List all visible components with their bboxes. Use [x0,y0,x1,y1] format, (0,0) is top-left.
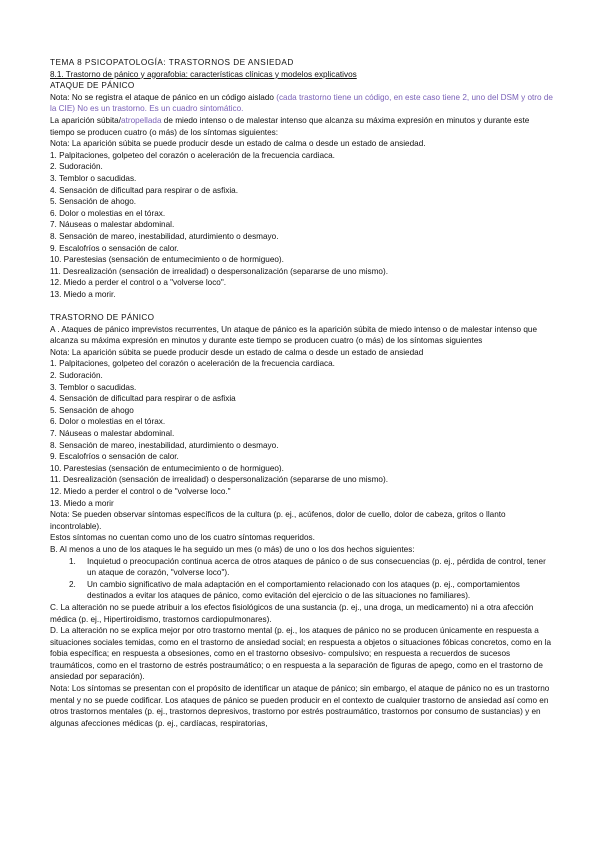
symptom-item: 6. Dolor o molestias en el tórax. [50,417,166,427]
criterion-c: C. La alteración no se puede atribuir a los efectos fisiológicos de una sustancia (p. ej., una droga, un medicamento) ni a otra afección médica (p. ej., Hipertiroidismo, trastornos cardiopulmonares). [50,602,534,624]
criterion-b-item [69,556,556,579]
criterion-b-item [69,579,556,602]
note-final: Nota: Los síntomas se presentan con el propósito de identificar un ataque de pánico; sin embargo, el ataque de pánico no es un trastorno mental y no se puede codificar. Los ataques de pánico se pueden producir en el contexto de cualquier trastorno de ansiedad así como en otros trastornos mentales (p. ej., trastornos depresivos, trastorno por estrés postraumático, trastornos por consumo de sustancias) y en algunas afecciones médicas (p. ej., cardíacas, respiratorias, [50,684,550,728]
symptom-item: 11. Desrealización (sensación de irrealidad) o despersonalización (separarse de uno mismo). [50,475,388,485]
symptom-item: 3. Temblor o sacudidas. [50,173,137,183]
criterion-b: B. Al menos a uno de los ataques le ha seguido un mes (o más) de uno o los dos hechos siguientes: [50,544,415,554]
definition-comment: atropellada [121,115,162,125]
note-cultura: Nota: Se pueden observar síntomas específicos de la cultura (p. ej., acúfenos, dolor de cuello, dolor de cabeza, gritos o llanto incontrolable). [50,510,506,531]
symptom-item: 10. Parestesias (sensación de entumecimiento o de hormigueo). [50,463,284,473]
symptom-item: 2. Sudoración. [50,371,103,381]
symptom-item: 7. Náuseas o malestar abdominal. [50,429,175,438]
definition-end: de miedo intenso o de malestar intenso que alcanza su máxima expresión en minutos y durante este tiempo se producen cuatro (o más) de los síntomas siguientes: [50,115,530,137]
symptom-item: 12. Miedo a perder el control o de "volverse loco." [50,486,231,496]
symptom-item: 13. Miedo a morir. [50,289,116,299]
definition-start: La aparición súbita/ [50,115,122,125]
symptom-list-2 [50,358,556,509]
definition-paragraph [50,115,556,138]
symptom-item: 5. Sensación de ahogo [50,405,134,415]
symptom-item: 2. Sudoración. [50,162,103,172]
symptom-item: 13. Miedo a morir [50,498,114,508]
document-title: TEMA 8 PSICOPATOLOGÍA: TRASTORNOS DE ANSIEDAD [50,58,294,67]
criterion-b-item-text: Un cambio significativo de mala adaptación en el comportamiento relacionado con los ataques (p. ej., comportamientos destinados a evitar los ataques de pánico, como evitación del ejercicio o de las situaciones no familiares). [87,579,520,601]
symptom-item: 10. Parestesias (sensación de entumecimiento o de hormigueo). [50,255,284,265]
symptom-item: 1. Palpitaciones, golpeteo del corazón o aceleración de la frecuencia cardiaca. [50,150,335,160]
note-codigo-text: Nota: No se registra el ataque de pánico en un código aislado [50,92,277,102]
symptom-item: 8. Sensación de mareo, inestabilidad, aturdimiento o desmayo. [50,231,279,241]
symptom-item: 9. Escalofríos o sensación de calor. [50,452,179,462]
note-requeridos: Estos síntomas no cuentan como uno de los cuatro síntomas requeridos. [50,533,315,543]
note-aparicion: Nota: La aparición súbita se puede producir desde un estado de calma o desde un estado de ansiedad. [50,139,426,149]
document-body [50,57,556,729]
symptom-item: 4. Sensación de dificultad para respirar o de asfixia [50,394,236,404]
note-aparicion-2: Nota: La aparición súbita se puede producir desde un estado de calma o desde un estado de ansiedad [50,347,424,357]
symptom-list-1 [50,150,556,301]
symptom-item: 7. Náuseas o malestar abdominal. [50,220,175,230]
symptom-item: 11. Desrealización (sensación de irrealidad) o despersonalización (separarse de uno mismo). [50,266,388,276]
heading-ataque-panico: ATAQUE DE PÁNICO [50,81,135,91]
document-subtitle: 8.1. Trastorno de pánico y agorafobia: características clínicas y modelos explicativos [50,69,357,79]
criterion-d: D. La alteración no se explica mejor por otro trastorno mental (p. ej., los ataques de pánico no se producen únicamente en respuesta a situaciones sociales temidas, como en el trastorno de ansiedad social; en respuesta a objetos o situaciones fóbicas concretos, como en la fobia específica; en respuesta a obsesiones, como en el trastorno obsesivo- compulsivo; en respuesta a recuerdos de sucesos traumáticos, como en el trastorno de estrés postraumático; o en respuesta a la separación de figuras de apego, como en el trastorno de ansiedad por separación). [50,626,552,682]
criterion-b-item-text: Inquietud o preocupación continua acerca de otros ataques de pánico o de sus consecuencias (p. ej., pérdida de control, tener un ataque de corazón, "volverse loco"). [87,556,546,578]
symptom-item: 6. Dolor o molestias en el tórax. [50,208,166,218]
section-gap [50,300,556,312]
note-codigo-comment: (cada trastorno tiene un código, en este caso tiene 2, uno del DSM y otro de la CIE) No es un trastorno. Es un cuadro sintomático. [50,92,553,114]
heading-trastorno-panico: TRASTORNO DE PÁNICO [50,313,155,323]
symptom-item: 4. Sensación de dificultad para respirar o de asfixia. [50,185,238,195]
criterion-b-item-number: 2. [69,579,76,589]
symptom-item: 12. Miedo a perder el control o a "volverse loco". [50,278,227,288]
symptom-item: 1. Palpitaciones, golpeteo del corazón o aceleración de la frecuencia cardiaca. [50,359,335,369]
symptom-item: 3. Temblor o sacudidas. [50,382,137,392]
criterion-b-item-number: 1. [69,556,76,566]
criterion-a: A . Ataques de pánico imprevistos recurrentes, Un ataque de pánico es la aparición súbita de miedo intenso o de malestar intenso que alcanza su máxima expresión en minutos y durante este tiempo se producen cuatro (o más) de los síntomas siguientes [50,324,537,346]
note-codigo [50,92,556,115]
symptom-item: 8. Sensación de mareo, inestabilidad, aturdimiento o desmayo. [50,440,279,450]
symptom-item: 5. Sensación de ahogo. [50,197,137,207]
symptom-item: 9. Escalofríos o sensación de calor. [50,243,179,253]
